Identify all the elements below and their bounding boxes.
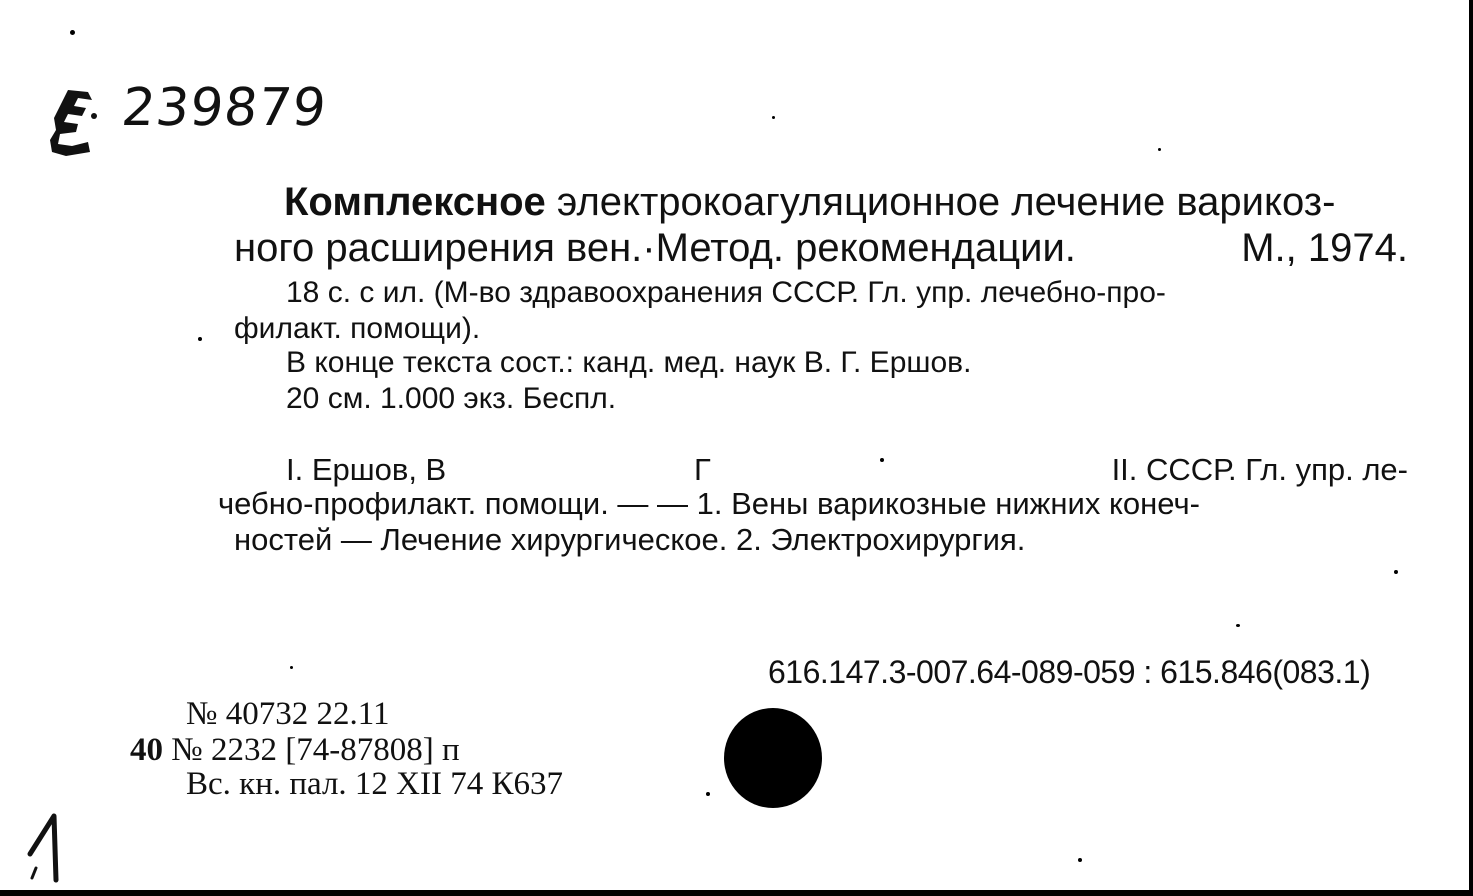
dust-speck	[706, 792, 710, 796]
imprint-line-1: 18 с. с ил. (М-во здравоохранения СССР. Гл. упр. лечебно-про-	[286, 276, 1166, 309]
udc-classification: 616.147.3-007.64-089-059 : 615.846(083.1)	[768, 654, 1371, 690]
imprint-line-2: филакт. помощи).	[234, 312, 481, 345]
dust-speck	[1236, 624, 1240, 627]
title-line-2-left: ного расширения вен.·Метод. рекомендации.	[234, 226, 1076, 270]
card-number-handwritten: 239879	[118, 78, 330, 138]
dust-speck	[290, 666, 293, 669]
tracing-author: I. Ершов, В	[286, 452, 447, 487]
tracings-line-2: чебно-профилакт. помощи. — — 1. Вены варикозные нижних конеч-	[218, 486, 1200, 521]
dust-speck	[880, 458, 884, 462]
accession-line-2	[130, 732, 460, 769]
punch-hole	[724, 708, 822, 808]
dust-speck	[1158, 148, 1161, 151]
title-line-2-right: М., 1974.	[1241, 226, 1408, 270]
dust-speck	[1078, 858, 1082, 862]
tracing-corporate: II. СССР. Гл. упр. ле-	[1111, 452, 1408, 487]
tracings-line-3: ностей — Лечение хирургическое. 2. Электрохирургия.	[234, 522, 1026, 557]
physical-description: 20 см. 1.000 экз. Беспл.	[286, 382, 617, 415]
accession-number: № 2232 [74-87808] п	[171, 732, 460, 768]
title-line-1	[284, 180, 1408, 225]
accession-line-1: № 40732 22.11	[186, 696, 390, 732]
title-line-2	[234, 226, 1408, 271]
title-lead: Комплексное	[284, 180, 546, 224]
handwritten-mark-1	[24, 808, 78, 888]
tracing-initial: Г	[694, 452, 711, 487]
accession-prefix: 40	[130, 732, 163, 768]
dust-speck	[198, 337, 202, 341]
dust-speck	[70, 30, 75, 35]
dust-speck	[1394, 570, 1398, 574]
dust-speck	[772, 116, 775, 119]
compiler-line: В конце текста сост.: канд. мед. наук В. Г. Ершов.	[286, 346, 972, 379]
accession-line-3: Вс. кн. пал. 12 XII 74 К637	[186, 766, 563, 802]
library-stamp-icon	[48, 86, 102, 158]
title-rest: электрокоагуляционное лечение варикоз-	[556, 180, 1336, 224]
